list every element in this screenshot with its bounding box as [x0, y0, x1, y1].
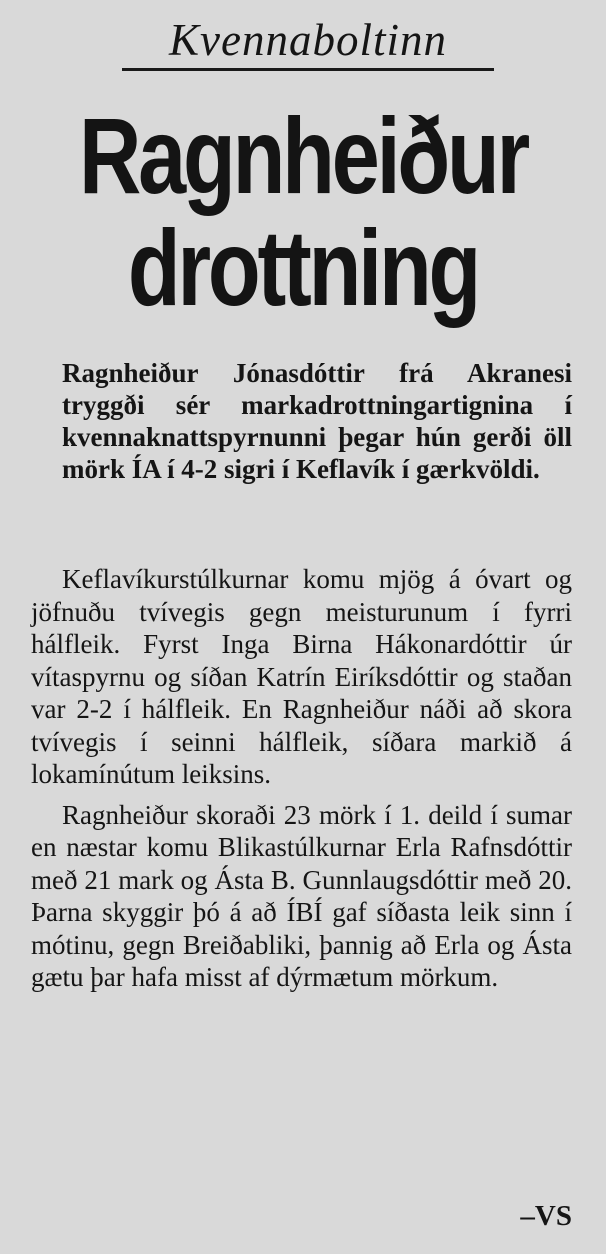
headline	[61, 95, 546, 328]
section-kicker: Kvennaboltinn	[169, 15, 447, 65]
article-body	[31, 563, 572, 994]
author-signature: –VS	[520, 1200, 572, 1232]
lede-paragraph: Ragnheiður Jónasdóttir frá Akranesi tryggði sér markadrottningartignina í kvennaknattspyrnunni þegar hún gerði öll mörk ÍA í 4-2 sigri í Keflavík í gærkvöldi.	[62, 358, 572, 484]
body-paragraph-1: Keflavíkurstúlkurnar komu mjög á óvart og jöfnuðu tvívegis gegn meisturunum í fyrri hálfleik. Fyrst Inga Birna Hákonardóttir úr vítaspyrnu og síðan Katrín Eiríksdóttir og staðan var 2-2 í hálfleik. En Ragnheiður náði að skora tvívegis í seinni hálfleik, síðara markið á lokamínútum leiksins.	[31, 564, 572, 789]
body-paragraph-2: Ragnheiður skoraði 23 mörk í 1. deild í sumar en næstar komu Blikastúlkurnar Erla Rafnsdóttir með 21 mark og Ásta B. Gunnlaugsdóttir með 20. Þarna skyggir þó á að ÍBÍ gaf síðasta leik sinn í mótinu, gegn Breiðabliki, þannig að Erla og Ásta gætu þar hafa misst af dýrmætum mörkum.	[31, 799, 572, 992]
kicker-underline	[122, 68, 494, 71]
headline-line-1: Ragnheiður	[78, 95, 527, 216]
headline-line-2: drottning	[127, 207, 479, 328]
